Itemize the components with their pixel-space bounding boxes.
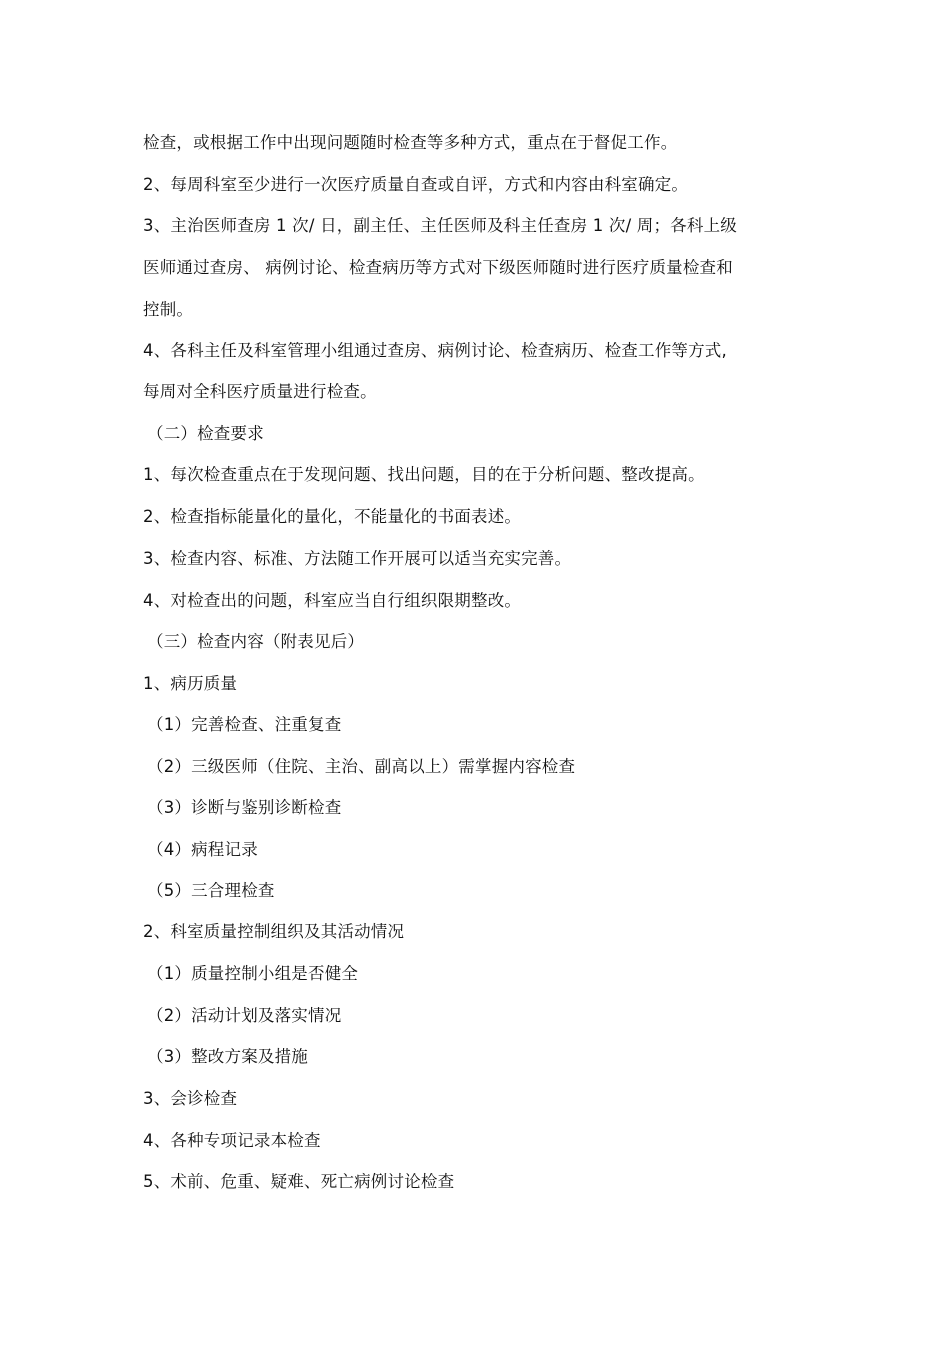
text-line: 2、每周科室至少进行一次医疗质量自查或自评，方式和内容由科室确定。 [143, 175, 689, 194]
section-heading: （三）检查内容（附表见后） [147, 632, 365, 651]
text-line: 4、对检查出的问题，科室应当自行组织限期整改。 [143, 591, 522, 610]
text-line: 4、各科主任及科室管理小组通过查房、病例讨论、检查病历、检查工作等方式, [143, 341, 727, 360]
list-item: （4）病程记录 [147, 840, 258, 859]
list-item: （3）整改方案及措施 [147, 1047, 308, 1066]
text-line: 4、各种专项记录本检查 [143, 1131, 321, 1150]
text-line: 每周对全科医疗质量进行检查。 [143, 382, 377, 401]
text-line: 医师通过查房、 病例讨论、检查病历等方式对下级医师随时进行医疗质量检查和 [143, 258, 733, 277]
text-line: 1、每次检查重点在于发现问题、找出问题，目的在于分析问题、整改提高。 [143, 465, 705, 484]
list-item: （1）质量控制小组是否健全 [147, 964, 359, 983]
text-line: 5、术前、危重、疑难、死亡病例讨论检查 [143, 1172, 455, 1191]
section-heading: （二）检查要求 [147, 424, 264, 443]
text-line: 1、病历质量 [143, 674, 238, 693]
text-line: 2、科室质量控制组织及其活动情况 [143, 922, 405, 941]
list-item: （3）诊断与鉴别诊断检查 [147, 798, 342, 817]
list-item: （1）完善检查、注重复查 [147, 715, 342, 734]
text-line: 检查，或根据工作中出现问题随时检查等多种方式，重点在于督促工作。 [143, 133, 678, 152]
list-item: （5）三合理检查 [147, 881, 275, 900]
text-line: 3、会诊检查 [143, 1089, 238, 1108]
text-line: 2、检查指标能量化的量化，不能量化的书面表述。 [143, 507, 522, 526]
list-item: （2）三级医师（住院、主治、副高以上）需掌握内容检查 [147, 757, 576, 776]
text-line: 3、检查内容、标准、方法随工作开展可以适当充实完善。 [143, 549, 572, 568]
text-line: 3、主治医师查房 1 次/ 日，副主任、主任医师及科主任查房 1 次/ 周；各科上级 [143, 216, 737, 235]
list-item: （2）活动计划及落实情况 [147, 1006, 342, 1025]
text-line: 控制。 [143, 300, 194, 319]
